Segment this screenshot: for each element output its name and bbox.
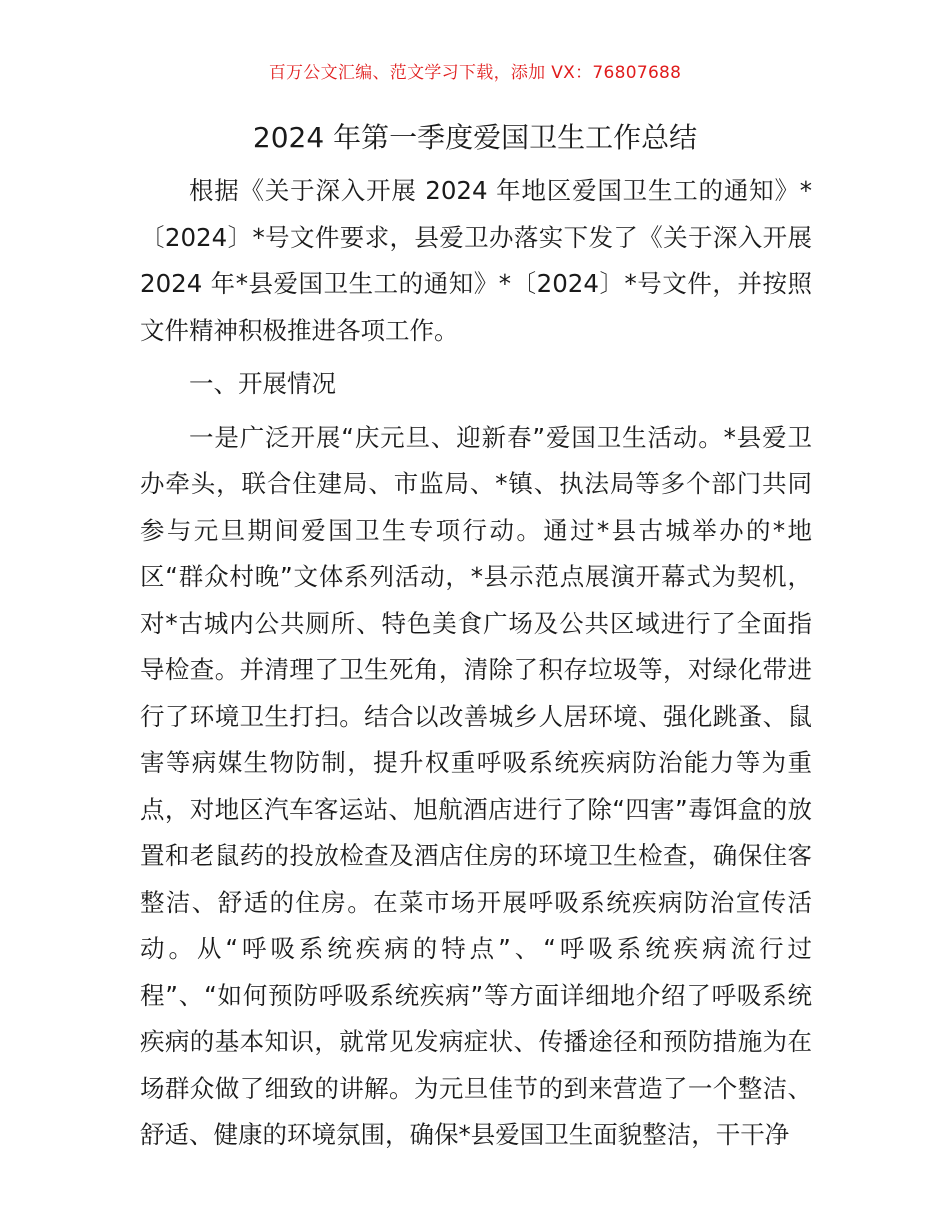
section-heading: 一、开展情况 <box>189 369 336 398</box>
watermark-header: 百万公文汇编、范文学习下载，添加 VX：76807688 <box>268 63 682 83</box>
document-body <box>140 168 812 1159</box>
body-paragraph: 一是广泛开展“庆元旦、迎新春”爱国卫生活动。*县爱卫办牵头，联合住建局、市监局、*镇、执法局等多个部门共同参与元旦期间爱国卫生专项行动。通过*县古城举办的*地区“群众村晚”文体系列活动，*县示范点展演开幕式为契机，对*古城内公共厕所、特色美食广场及公共区域进行了全面指导检查。并清理了卫生死角，清除了积存垃圾等，对绿化带进行了环境卫生打扫。结合以改善城乡人居环境、强化跳蚤、鼠害等病媒生物防制，提升权重呼吸系统疾病防治能力等为重点，对地区汽车客运站、旭航酒店进行了除“四害”毒饵盒的放置和老鼠药的投放检查及酒店住房的环境卫生检查，确保住客整洁、舒适的住房。在菜市场开展呼吸系统疾病防治宣传活动。从“呼吸系统疾病的特点”、“呼吸系统疾病流行过程”、“如何预防呼吸系统疾病”等方面详细地介绍了呼吸系统疾病的基本知识，就常见发病症状、传播途径和预防措施为在场群众做了细致的讲解。为元旦佳节的到来营造了一个整洁、舒适、健康的环境氛围，确保*县爱国卫生面貌整洁，干干净 <box>140 422 812 1149</box>
intro-paragraph: 根据《关于深入开展 2024 年地区爱国卫生工的通知》*〔2024〕*号文件要求，县爱卫办落实下发了《关于深入开展 2024 年*县爱国卫生工的通知》*〔2024〕*号文件，并按照文件精神积极推进各项工作。 <box>140 176 812 345</box>
document-title: 2024 年第一季度爱国卫生工作总结 <box>252 121 698 154</box>
